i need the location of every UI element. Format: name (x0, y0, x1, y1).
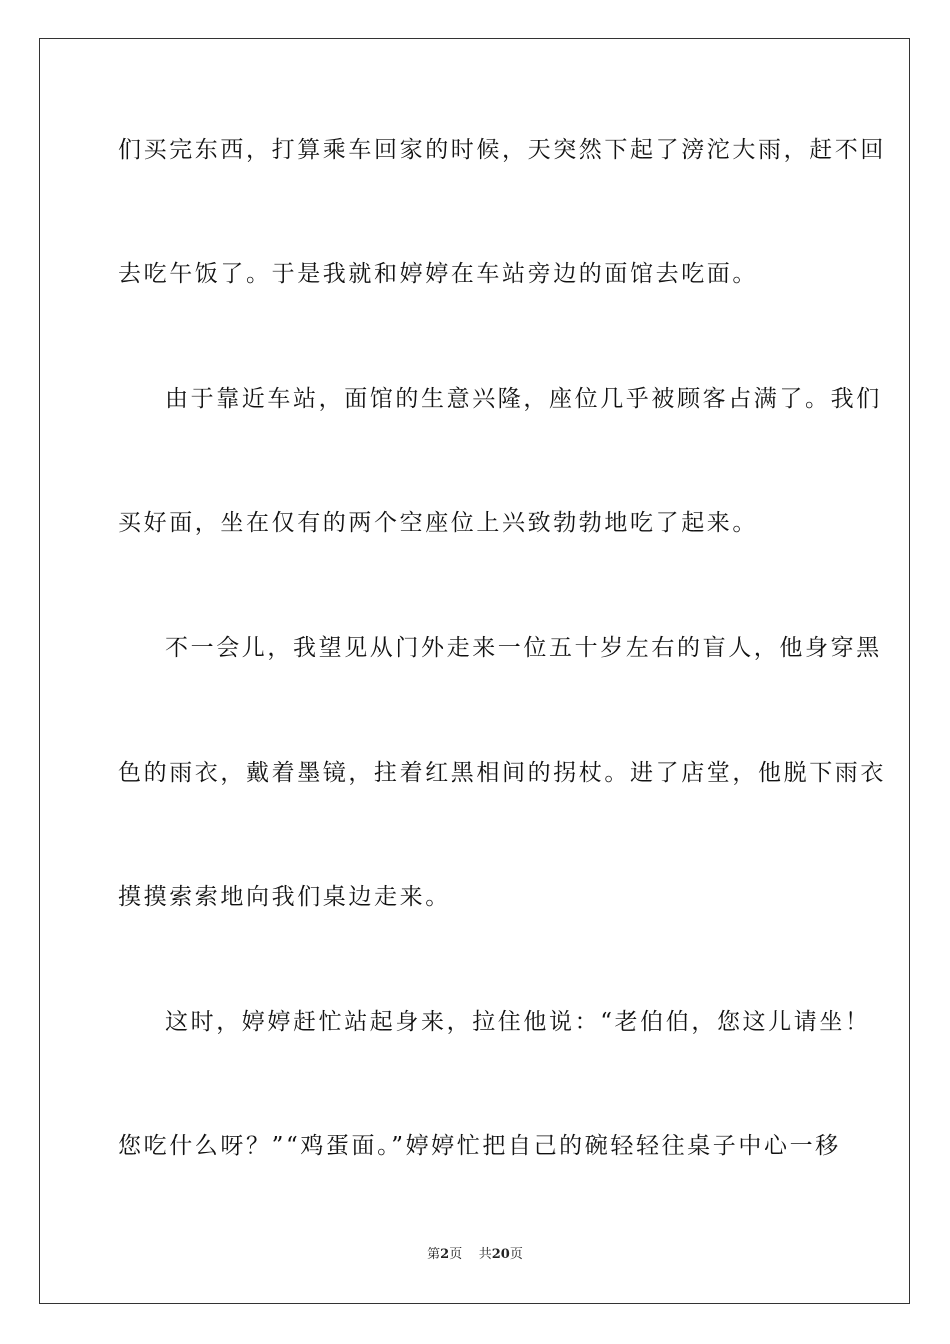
page-suffix: 页 (449, 1247, 463, 1262)
current-page-number: 2 (440, 1247, 450, 1262)
total-pages-number: 20 (491, 1247, 510, 1262)
text-line-7: 摸摸索索地向我们桌边走来。 (118, 884, 451, 910)
text-line-6: 色的雨衣，戴着墨镜，拄着红黑相间的拐杖。进了店堂，他脱下雨衣 (118, 760, 886, 786)
paragraph-start-line-3: 由于靠近车站，面馆的生意兴隆，座位几乎被顾客占满了。我们 (165, 386, 882, 412)
text-line-2: 去吃午饭了。于是我就和婷婷在车站旁边的面馆去吃面。 (118, 261, 758, 287)
total-prefix: 共 (478, 1247, 492, 1262)
total-suffix: 页 (509, 1247, 523, 1262)
text-line-4: 买好面，坐在仅有的两个空座位上兴致勃勃地吃了起来。 (118, 510, 758, 536)
page-prefix: 第 (427, 1247, 441, 1262)
paragraph-start-line-8: 这时，婷婷赶忙站起身来，拉住他说：“老伯伯，您这儿请坐！ (165, 1009, 871, 1035)
text-line-1: 们买完东西，打算乘车回家的时候，天突然下起了滂沱大雨，赶不回 (118, 137, 886, 163)
text-line-9: 您吃什么呀？”“鸡蛋面。”婷婷忙把自己的碗轻轻往桌子中心一移 (118, 1133, 841, 1159)
page-border (39, 38, 910, 1304)
paragraph-start-line-5: 不一会儿，我望见从门外走来一位五十岁左右的盲人，他身穿黑 (165, 635, 882, 661)
page-footer (0, 1246, 950, 1264)
